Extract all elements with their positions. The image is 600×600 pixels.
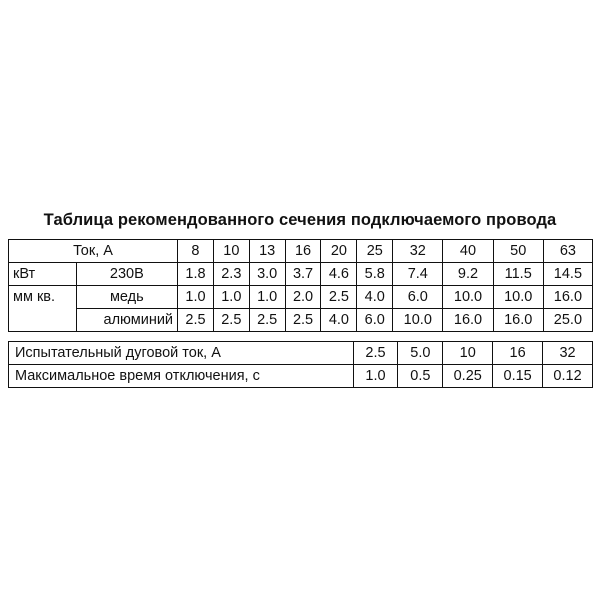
table-title: Таблица рекомендованного сечения подключаемого провода	[43, 211, 557, 229]
aluminum-row	[9, 309, 593, 332]
aluminum-value: 2.5	[178, 309, 214, 332]
power-value: 5.8	[357, 263, 393, 286]
copper-value: 1.0	[249, 286, 285, 309]
power-value: 9.2	[443, 263, 493, 286]
current-value: 50	[493, 240, 543, 263]
current-value: 40	[443, 240, 493, 263]
trip-time-value: 0.5	[398, 365, 443, 388]
current-value: 16	[285, 240, 321, 263]
current-value: 32	[393, 240, 443, 263]
aluminum-value: 2.5	[213, 309, 249, 332]
copper-value: 2.0	[285, 286, 321, 309]
power-value: 14.5	[543, 263, 592, 286]
power-value: 3.0	[249, 263, 285, 286]
power-value: 1.8	[178, 263, 214, 286]
section-unit-empty	[9, 309, 77, 332]
trip-time-label: Максимальное время отключения, с	[9, 365, 354, 388]
arc-current-value: 5.0	[398, 342, 443, 365]
copper-value: 1.0	[178, 286, 214, 309]
aluminum-value: 6.0	[357, 309, 393, 332]
aluminum-value: 10.0	[393, 309, 443, 332]
power-voltage: 230В	[76, 263, 177, 286]
copper-value: 1.0	[213, 286, 249, 309]
current-row	[9, 240, 593, 263]
copper-value: 10.0	[443, 286, 493, 309]
power-row	[9, 263, 593, 286]
trip-time-value: 0.15	[493, 365, 543, 388]
current-value: 25	[357, 240, 393, 263]
cable-section-table	[8, 239, 593, 332]
aluminum-value: 16.0	[493, 309, 543, 332]
aluminum-value: 16.0	[443, 309, 493, 332]
trip-time-value: 0.12	[543, 365, 593, 388]
section-unit: мм кв.	[9, 286, 77, 309]
copper-value: 4.0	[357, 286, 393, 309]
trip-time-value: 0.25	[443, 365, 493, 388]
power-value: 4.6	[321, 263, 357, 286]
current-value: 8	[178, 240, 214, 263]
arc-current-label: Испытательный дуговой ток, А	[9, 342, 354, 365]
current-value: 20	[321, 240, 357, 263]
current-label: Ток, А	[9, 240, 178, 263]
copper-value: 16.0	[543, 286, 592, 309]
aluminum-value: 25.0	[543, 309, 592, 332]
power-unit: кВт	[9, 263, 77, 286]
power-value: 2.3	[213, 263, 249, 286]
power-value: 3.7	[285, 263, 321, 286]
aluminum-label: алюминий	[76, 309, 177, 332]
current-value: 63	[543, 240, 592, 263]
arc-current-row	[9, 342, 593, 365]
aluminum-value: 2.5	[249, 309, 285, 332]
power-value: 11.5	[493, 263, 543, 286]
copper-value: 10.0	[493, 286, 543, 309]
current-value: 10	[213, 240, 249, 263]
arc-fault-table	[8, 341, 593, 388]
current-value: 13	[249, 240, 285, 263]
aluminum-value: 2.5	[285, 309, 321, 332]
copper-value: 6.0	[393, 286, 443, 309]
aluminum-value: 4.0	[321, 309, 357, 332]
copper-row	[9, 286, 593, 309]
trip-time-value: 1.0	[353, 365, 398, 388]
arc-current-value: 16	[493, 342, 543, 365]
trip-time-row	[9, 365, 593, 388]
copper-value: 2.5	[321, 286, 357, 309]
arc-current-value: 10	[443, 342, 493, 365]
power-value: 7.4	[393, 263, 443, 286]
copper-label: медь	[76, 286, 177, 309]
arc-current-value: 32	[543, 342, 593, 365]
arc-current-value: 2.5	[353, 342, 398, 365]
